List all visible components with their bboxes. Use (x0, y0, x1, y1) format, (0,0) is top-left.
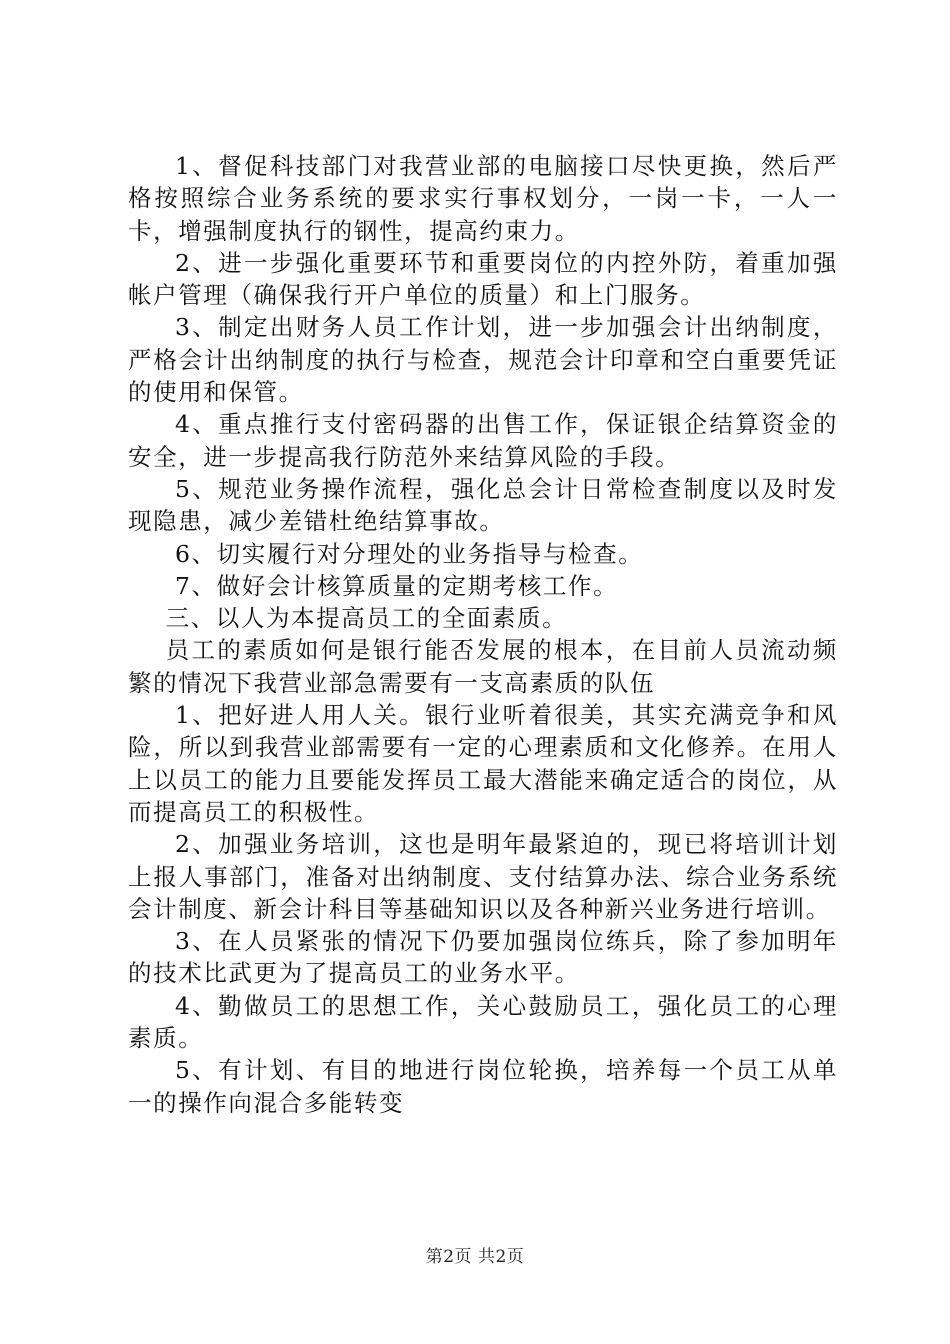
paragraph: 2、加强业务培训，这也是明年最紧迫的，现已将培训计划上报人事部门，准备对出纳制度、支付结算办法、综合业务系统会计制度、新会计科目等基础知识以及各种新兴业务进行培训。 (128, 830, 838, 923)
paragraph: 4、勤做员工的思想工作，关心鼓励员工，强化员工的心理素质。 (128, 991, 838, 1053)
paragraph: 6、切实履行对分理处的业务指导与检查。 (175, 539, 644, 568)
paragraph: 5、规范业务操作流程，强化总会计日常检查制度以及时发现隐患，减少差错杜绝结算事故。 (128, 474, 838, 536)
paragraph: 员工的素质如何是银行能否发展的根本，在目前人员流动频繁的情况下我营业部急需要有一支高素质的队伍 (128, 636, 838, 697)
paragraph: 3、在人员紧张的情况下仍要加强岗位练兵，除了参加明年的技术比武更为了提高员工的业务水平。 (128, 927, 838, 988)
paragraph: 1、把好进人用人关。银行业听着很美，其实充满竞争和风险，所以到我营业部需要有一定的心理素质和文化修养。在用人上以员工的能力且要能发挥员工最大潜能来确定适合的岗位，从而提高员工的积极性。 (128, 701, 838, 826)
page-number-footer: 第2页 共2页 (425, 1247, 525, 1267)
paragraph: 5、有计划、有目的地进行岗位轮换，培养每一个员工从单一的操作向混合多能转变 (128, 1056, 838, 1117)
paragraph: 2、进一步强化重要环节和重要岗位的内控外防，着重加强帐户管理（确保我行开户单位的质量）和上门服务。 (128, 248, 838, 310)
paragraph: 4、重点推行支付密码器的出售工作，保证银企结算资金的安全，进一步提高我行防范外来结算风险的手段。 (128, 410, 838, 471)
section-heading: 三、以人为本提高员工的全面素质。 (165, 604, 568, 633)
document-body (128, 150, 838, 1119)
paragraph: 3、制定出财务人员工作计划，进一步加强会计出纳制度，严格会计出纳制度的执行与检查，规范会计印章和空白重要凭证的使用和保管。 (128, 313, 838, 407)
paragraph: 7、做好会计核算质量的定期考核工作。 (175, 571, 619, 600)
paragraph: 1、督促科技部门对我营业部的电脑接口尽快更换，然后严格按照综合业务系统的要求实行事权划分，一岗一卡，一人一卡，增强制度执行的钢性，提高约束力。 (128, 152, 838, 245)
